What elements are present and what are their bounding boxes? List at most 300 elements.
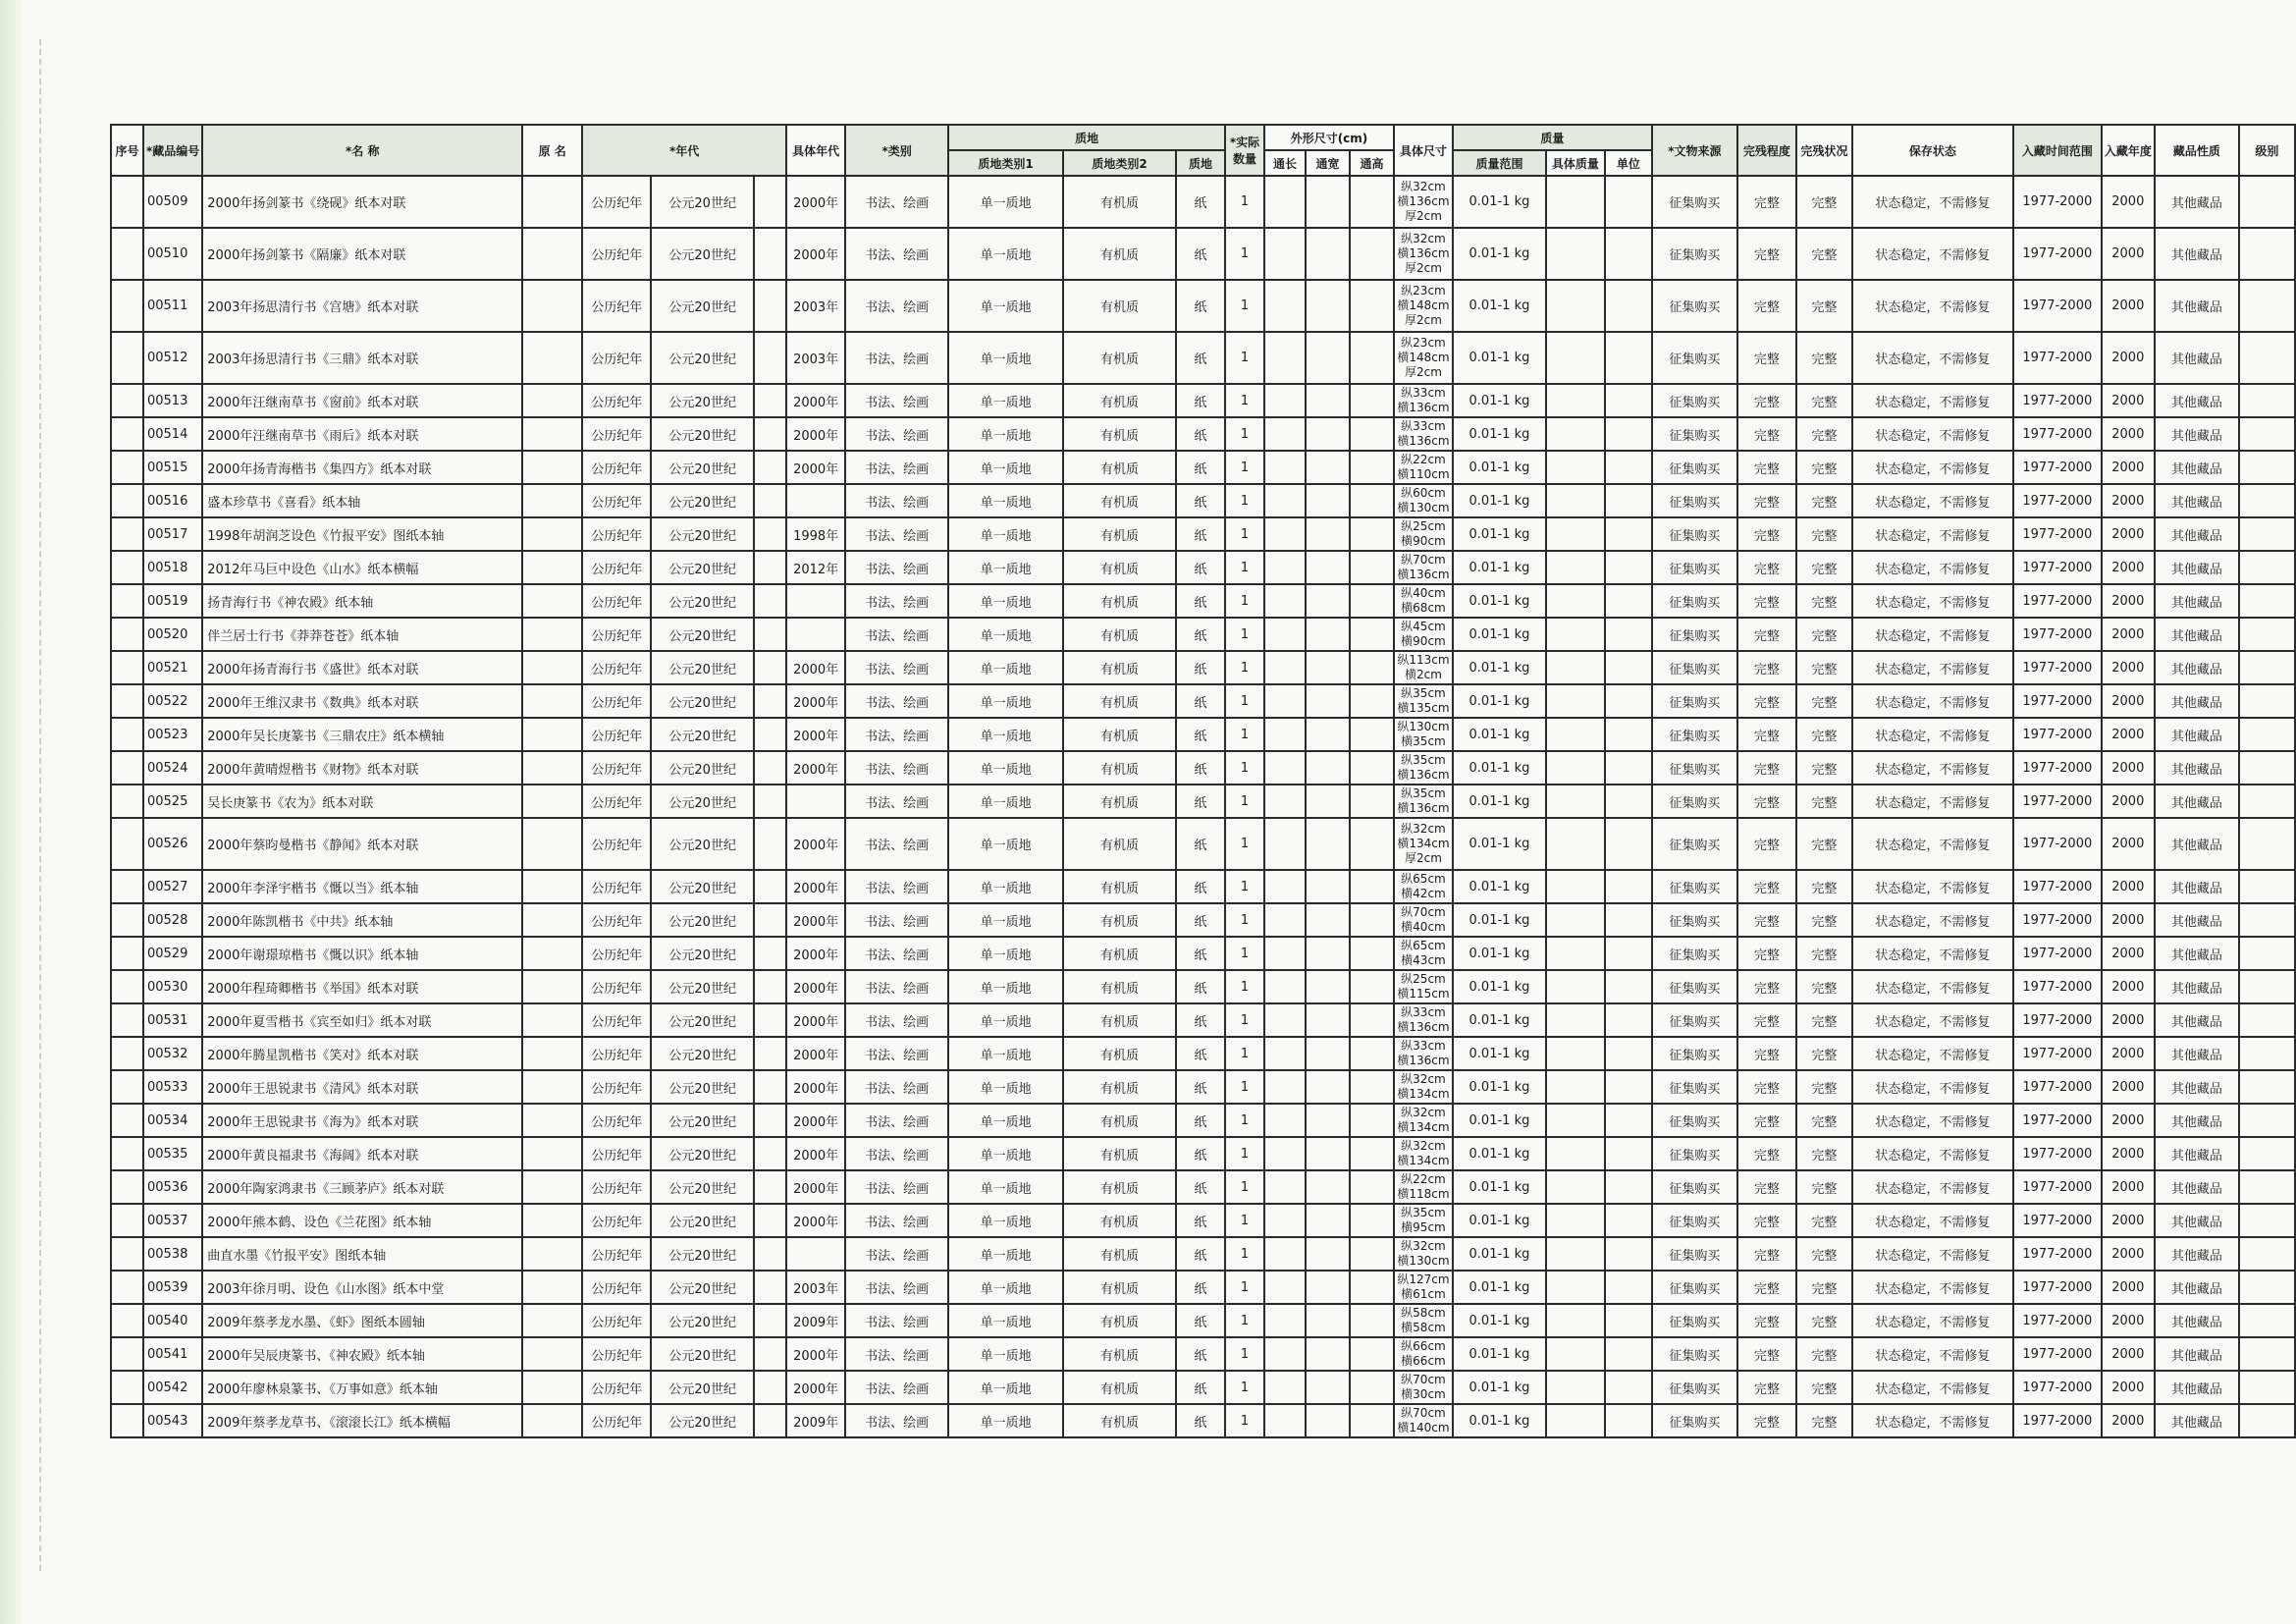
cell-seq — [111, 1070, 143, 1104]
cell-year: 2009年 — [786, 1404, 845, 1437]
cell-unit — [1605, 1237, 1652, 1271]
cell-condition: 完整 — [1796, 280, 1852, 332]
cell-level — [2239, 332, 2295, 384]
cell-mat: 纸 — [1176, 1337, 1225, 1371]
cell-era2: 公元20世纪 — [651, 332, 754, 384]
cell-preservation: 状态稳定，不需修复 — [1852, 1404, 2013, 1437]
cell-mat1: 单一质地 — [948, 551, 1063, 584]
cell-seq — [111, 1337, 143, 1371]
cell-width — [1306, 384, 1350, 417]
cell-mat1: 单一质地 — [948, 937, 1063, 970]
cell-in-range: 1977-2000 — [2013, 1104, 2102, 1137]
cell-mat1: 单一质地 — [948, 451, 1063, 484]
cell-preservation: 状态稳定，不需修复 — [1852, 332, 2013, 384]
table-row — [111, 517, 2295, 551]
cell-level — [2239, 417, 2295, 451]
cell-height — [1350, 551, 1394, 584]
cell-level — [2239, 1204, 2295, 1237]
cell-mass-exact — [1546, 751, 1605, 785]
cell-mat: 纸 — [1176, 517, 1225, 551]
cell-era3 — [754, 417, 786, 451]
table-row — [111, 1104, 2295, 1137]
cell-in-year: 2000 — [2102, 1137, 2155, 1170]
cell-mass-range: 0.01-1 kg — [1453, 818, 1546, 870]
cell-mass-range: 0.01-1 kg — [1453, 1204, 1546, 1237]
cell-orig-name — [522, 332, 582, 384]
table-row — [111, 651, 2295, 684]
cell-nature: 其他藏品 — [2155, 1237, 2239, 1271]
header-length: 通长 — [1264, 150, 1306, 176]
cell-era1: 公历纪年 — [582, 937, 651, 970]
cell-height — [1350, 937, 1394, 970]
cell-orig-name — [522, 1304, 582, 1337]
cell-height — [1350, 818, 1394, 870]
cell-condition: 完整 — [1796, 1404, 1852, 1437]
cell-length — [1264, 651, 1306, 684]
cell-source: 征集购买 — [1652, 1404, 1737, 1437]
cell-qty: 1 — [1225, 818, 1264, 870]
cell-length — [1264, 1371, 1306, 1404]
cell-source: 征集购买 — [1652, 176, 1737, 228]
cell-qty: 1 — [1225, 484, 1264, 517]
cell-preservation: 状态稳定，不需修复 — [1852, 451, 2013, 484]
cell-preservation: 状态稳定，不需修复 — [1852, 417, 2013, 451]
cell-completeness: 完整 — [1737, 1037, 1796, 1070]
cell-mat2: 有机质 — [1063, 1204, 1176, 1237]
cell-id: 00520 — [143, 618, 202, 651]
table-row — [111, 903, 2295, 937]
cell-completeness: 完整 — [1737, 484, 1796, 517]
cell-category: 书法、绘画 — [845, 903, 948, 937]
cell-era1: 公历纪年 — [582, 176, 651, 228]
cell-in-range: 1977-2000 — [2013, 751, 2102, 785]
cell-preservation: 状态稳定，不需修复 — [1852, 1304, 2013, 1337]
cell-year: 2000年 — [786, 1003, 845, 1037]
cell-year: 1998年 — [786, 517, 845, 551]
cell-height — [1350, 970, 1394, 1003]
cell-width — [1306, 684, 1350, 718]
cell-year: 2000年 — [786, 1371, 845, 1404]
cell-mass-range: 0.01-1 kg — [1453, 332, 1546, 384]
cell-height — [1350, 1104, 1394, 1137]
cell-mass-range: 0.01-1 kg — [1453, 1137, 1546, 1170]
cell-name: 2000年王维汉隶书《数典》纸本对联 — [202, 684, 522, 718]
cell-nature: 其他藏品 — [2155, 332, 2239, 384]
cell-orig-name — [522, 1337, 582, 1371]
cell-width — [1306, 1371, 1350, 1404]
cell-mat1: 单一质地 — [948, 1137, 1063, 1170]
cell-seq — [111, 1003, 143, 1037]
cell-orig-name — [522, 903, 582, 937]
cell-in-range: 1977-2000 — [2013, 332, 2102, 384]
cell-in-range: 1977-2000 — [2013, 1371, 2102, 1404]
cell-nature: 其他藏品 — [2155, 785, 2239, 818]
cell-era3 — [754, 718, 786, 751]
cell-preservation: 状态稳定，不需修复 — [1852, 1037, 2013, 1070]
cell-year: 2000年 — [786, 1204, 845, 1237]
table-row — [111, 751, 2295, 785]
cell-completeness: 完整 — [1737, 584, 1796, 618]
cell-era1: 公历纪年 — [582, 651, 651, 684]
cell-category: 书法、绘画 — [845, 484, 948, 517]
cell-nature: 其他藏品 — [2155, 417, 2239, 451]
cell-size: 纵70cm 横30cm — [1394, 1371, 1453, 1404]
cell-mat2: 有机质 — [1063, 484, 1176, 517]
cell-size: 纵32cm 横136cm 厚2cm — [1394, 228, 1453, 280]
cell-level — [2239, 484, 2295, 517]
cell-orig-name — [522, 228, 582, 280]
cell-size: 纵45cm 横90cm — [1394, 618, 1453, 651]
cell-qty: 1 — [1225, 1271, 1264, 1304]
cell-qty: 1 — [1225, 1204, 1264, 1237]
cell-orig-name — [522, 751, 582, 785]
cell-preservation: 状态稳定，不需修复 — [1852, 1003, 2013, 1037]
cell-mat1: 单一质地 — [948, 584, 1063, 618]
cell-length — [1264, 417, 1306, 451]
cell-nature: 其他藏品 — [2155, 618, 2239, 651]
cell-in-year: 2000 — [2102, 903, 2155, 937]
cell-era2: 公元20世纪 — [651, 417, 754, 451]
cell-name: 2000年熊本鹤、设色《兰花图》纸本轴 — [202, 1204, 522, 1237]
cell-width — [1306, 937, 1350, 970]
cell-era1: 公历纪年 — [582, 332, 651, 384]
cell-name: 2000年夏雪楷书《宾至如归》纸本对联 — [202, 1003, 522, 1037]
cell-mass-range: 0.01-1 kg — [1453, 1003, 1546, 1037]
cell-seq — [111, 684, 143, 718]
cell-mass-exact — [1546, 903, 1605, 937]
table-row — [111, 451, 2295, 484]
cell-length — [1264, 1204, 1306, 1237]
table-row — [111, 332, 2295, 384]
cell-era2: 公元20世纪 — [651, 228, 754, 280]
cell-mat2: 有机质 — [1063, 1104, 1176, 1137]
cell-in-year: 2000 — [2102, 1337, 2155, 1371]
cell-unit — [1605, 1137, 1652, 1170]
cell-name: 盛本珍草书《喜看》纸本轴 — [202, 484, 522, 517]
cell-year: 2000年 — [786, 751, 845, 785]
cell-era1: 公历纪年 — [582, 484, 651, 517]
cell-completeness: 完整 — [1737, 176, 1796, 228]
cell-width — [1306, 176, 1350, 228]
cell-name: 2009年蔡孝龙水墨、《虾》图纸本圆轴 — [202, 1304, 522, 1337]
cell-mat2: 有机质 — [1063, 176, 1176, 228]
cell-mass-exact — [1546, 718, 1605, 751]
cell-level — [2239, 618, 2295, 651]
cell-length — [1264, 551, 1306, 584]
cell-name: 2000年扬青海楷书《集四方》纸本对联 — [202, 451, 522, 484]
table-row — [111, 1137, 2295, 1170]
cell-era2: 公元20世纪 — [651, 1404, 754, 1437]
cell-in-range: 1977-2000 — [2013, 1404, 2102, 1437]
cell-in-range: 1977-2000 — [2013, 451, 2102, 484]
cell-era2: 公元20世纪 — [651, 1371, 754, 1404]
cell-height — [1350, 1371, 1394, 1404]
cell-orig-name — [522, 417, 582, 451]
cell-year — [786, 785, 845, 818]
cell-mat: 纸 — [1176, 751, 1225, 785]
cell-year: 2000年 — [786, 228, 845, 280]
cell-mass-exact — [1546, 451, 1605, 484]
cell-mat: 纸 — [1176, 1037, 1225, 1070]
table-row — [111, 718, 2295, 751]
cell-level — [2239, 280, 2295, 332]
cell-era3 — [754, 1237, 786, 1271]
cell-era2: 公元20世纪 — [651, 1070, 754, 1104]
cell-qty: 1 — [1225, 384, 1264, 417]
cell-unit — [1605, 551, 1652, 584]
cell-height — [1350, 384, 1394, 417]
table-row — [111, 176, 2295, 228]
cell-mat1: 单一质地 — [948, 970, 1063, 1003]
cell-unit — [1605, 684, 1652, 718]
cell-category: 书法、绘画 — [845, 228, 948, 280]
cell-year: 2000年 — [786, 870, 845, 903]
header-name: *名 称 — [202, 125, 522, 176]
cell-id: 00514 — [143, 417, 202, 451]
cell-qty: 1 — [1225, 903, 1264, 937]
cell-year: 2009年 — [786, 1304, 845, 1337]
cell-in-year: 2000 — [2102, 1404, 2155, 1437]
cell-height — [1350, 684, 1394, 718]
cell-qty: 1 — [1225, 517, 1264, 551]
cell-orig-name — [522, 1204, 582, 1237]
cell-category: 书法、绘画 — [845, 1037, 948, 1070]
cell-qty: 1 — [1225, 451, 1264, 484]
cell-size: 纵33cm 横136cm — [1394, 1037, 1453, 1070]
cell-unit — [1605, 1337, 1652, 1371]
cell-length — [1264, 1137, 1306, 1170]
cell-in-year: 2000 — [2102, 818, 2155, 870]
cell-name: 伴兰居士行书《莽莽苍苍》纸本轴 — [202, 618, 522, 651]
cell-nature: 其他藏品 — [2155, 718, 2239, 751]
cell-height — [1350, 1271, 1394, 1304]
cell-era1: 公历纪年 — [582, 584, 651, 618]
cell-mat1: 单一质地 — [948, 228, 1063, 280]
cell-width — [1306, 1237, 1350, 1271]
table-row — [111, 937, 2295, 970]
cell-orig-name — [522, 280, 582, 332]
cell-orig-name — [522, 1170, 582, 1204]
cell-in-range: 1977-2000 — [2013, 551, 2102, 584]
cell-category: 书法、绘画 — [845, 384, 948, 417]
cell-preservation: 状态稳定，不需修复 — [1852, 551, 2013, 584]
cell-mass-range: 0.01-1 kg — [1453, 970, 1546, 1003]
table-row — [111, 417, 2295, 451]
cell-category: 书法、绘画 — [845, 870, 948, 903]
cell-seq — [111, 584, 143, 618]
cell-size: 纵32cm 横134cm — [1394, 1070, 1453, 1104]
cell-seq — [111, 818, 143, 870]
cell-source: 征集购买 — [1652, 1371, 1737, 1404]
cell-qty: 1 — [1225, 718, 1264, 751]
cell-mass-range: 0.01-1 kg — [1453, 176, 1546, 228]
cell-orig-name — [522, 937, 582, 970]
cell-nature: 其他藏品 — [2155, 818, 2239, 870]
cell-preservation: 状态稳定，不需修复 — [1852, 903, 2013, 937]
table-row — [111, 228, 2295, 280]
cell-unit — [1605, 818, 1652, 870]
cell-completeness: 完整 — [1737, 551, 1796, 584]
cell-nature: 其他藏品 — [2155, 1371, 2239, 1404]
cell-year: 2003年 — [786, 332, 845, 384]
cell-qty: 1 — [1225, 417, 1264, 451]
cell-height — [1350, 651, 1394, 684]
cell-length — [1264, 751, 1306, 785]
cell-era3 — [754, 970, 786, 1003]
cell-completeness: 完整 — [1737, 451, 1796, 484]
cell-size: 纵130cm 横35cm — [1394, 718, 1453, 751]
cell-height — [1350, 451, 1394, 484]
header-era: *年代 — [582, 125, 786, 176]
cell-source: 征集购买 — [1652, 1170, 1737, 1204]
cell-length — [1264, 1237, 1306, 1271]
cell-in-year: 2000 — [2102, 718, 2155, 751]
cell-mass-range: 0.01-1 kg — [1453, 551, 1546, 584]
cell-seq — [111, 1371, 143, 1404]
cell-mat1: 单一质地 — [948, 684, 1063, 718]
scan-fold-line — [39, 39, 43, 1571]
cell-era3 — [754, 1070, 786, 1104]
cell-era3 — [754, 937, 786, 970]
cell-era3 — [754, 1337, 786, 1371]
cell-in-year: 2000 — [2102, 280, 2155, 332]
cell-era3 — [754, 228, 786, 280]
cell-level — [2239, 651, 2295, 684]
cell-size: 纵22cm 横118cm — [1394, 1170, 1453, 1204]
cell-in-year: 2000 — [2102, 1371, 2155, 1404]
cell-condition: 完整 — [1796, 1337, 1852, 1371]
cell-mat2: 有机质 — [1063, 1371, 1176, 1404]
cell-preservation: 状态稳定，不需修复 — [1852, 1070, 2013, 1104]
cell-length — [1264, 1170, 1306, 1204]
cell-category: 书法、绘画 — [845, 1003, 948, 1037]
cell-mat2: 有机质 — [1063, 1271, 1176, 1304]
cell-width — [1306, 551, 1350, 584]
cell-unit — [1605, 970, 1652, 1003]
table-row — [111, 1037, 2295, 1070]
cell-mass-exact — [1546, 870, 1605, 903]
cell-height — [1350, 1170, 1394, 1204]
cell-source: 征集购买 — [1652, 970, 1737, 1003]
cell-nature: 其他藏品 — [2155, 280, 2239, 332]
cell-size: 纵23cm 横148cm 厚2cm — [1394, 280, 1453, 332]
cell-mat: 纸 — [1176, 785, 1225, 818]
cell-seq — [111, 417, 143, 451]
cell-id: 00526 — [143, 818, 202, 870]
header-seq: 序号 — [111, 125, 143, 176]
cell-seq — [111, 1237, 143, 1271]
cell-preservation: 状态稳定，不需修复 — [1852, 1371, 2013, 1404]
cell-condition: 完整 — [1796, 903, 1852, 937]
cell-in-year: 2000 — [2102, 785, 2155, 818]
scan-edge — [0, 0, 22, 1624]
cell-mass-exact — [1546, 1137, 1605, 1170]
cell-source: 征集购买 — [1652, 384, 1737, 417]
cell-unit — [1605, 228, 1652, 280]
cell-nature: 其他藏品 — [2155, 1271, 2239, 1304]
cell-unit — [1605, 280, 1652, 332]
cell-era2: 公元20世纪 — [651, 970, 754, 1003]
cell-in-range: 1977-2000 — [2013, 903, 2102, 937]
cell-orig-name — [522, 870, 582, 903]
cell-width — [1306, 1137, 1350, 1170]
cell-length — [1264, 870, 1306, 903]
cell-name: 2000年腾星凯楷书《笑对》纸本对联 — [202, 1037, 522, 1070]
cell-width — [1306, 903, 1350, 937]
cell-year: 2000年 — [786, 651, 845, 684]
cell-width — [1306, 1404, 1350, 1437]
cell-condition: 完整 — [1796, 1070, 1852, 1104]
cell-name: 2000年王思锐隶书《海为》纸本对联 — [202, 1104, 522, 1137]
cell-era3 — [754, 751, 786, 785]
header-completeness: 完残程度 — [1737, 125, 1796, 176]
cell-completeness: 完整 — [1737, 1137, 1796, 1170]
cell-orig-name — [522, 684, 582, 718]
cell-condition: 完整 — [1796, 517, 1852, 551]
cell-mat: 纸 — [1176, 1137, 1225, 1170]
cell-mat1: 单一质地 — [948, 517, 1063, 551]
cell-level — [2239, 584, 2295, 618]
cell-mat: 纸 — [1176, 1304, 1225, 1337]
cell-size: 纵33cm 横136cm — [1394, 384, 1453, 417]
header-material-group: 质地 — [948, 125, 1225, 150]
cell-nature: 其他藏品 — [2155, 1003, 2239, 1037]
cell-preservation: 状态稳定，不需修复 — [1852, 718, 2013, 751]
cell-name: 2009年蔡孝龙草书、《滚滚长江》纸本横幅 — [202, 1404, 522, 1437]
cell-era2: 公元20世纪 — [651, 484, 754, 517]
cell-era2: 公元20世纪 — [651, 1037, 754, 1070]
cell-size: 纵33cm 横136cm — [1394, 417, 1453, 451]
cell-length — [1264, 937, 1306, 970]
cell-length — [1264, 484, 1306, 517]
cell-era1: 公历纪年 — [582, 1037, 651, 1070]
cell-era2: 公元20世纪 — [651, 451, 754, 484]
cell-preservation: 状态稳定，不需修复 — [1852, 1204, 2013, 1237]
cell-in-year: 2000 — [2102, 618, 2155, 651]
cell-condition: 完整 — [1796, 1271, 1852, 1304]
cell-in-range: 1977-2000 — [2013, 1304, 2102, 1337]
cell-name: 2012年马巨中设色《山水》纸本横幅 — [202, 551, 522, 584]
cell-source: 征集购买 — [1652, 1137, 1737, 1170]
cell-mat1: 单一质地 — [948, 1371, 1063, 1404]
cell-era3 — [754, 384, 786, 417]
header-mat: 质地 — [1176, 150, 1225, 176]
cell-width — [1306, 1003, 1350, 1037]
cell-size: 纵60cm 横130cm — [1394, 484, 1453, 517]
cell-length — [1264, 1304, 1306, 1337]
cell-orig-name — [522, 818, 582, 870]
cell-era2: 公元20世纪 — [651, 903, 754, 937]
cell-name: 2000年黄晴煜楷书《财物》纸本对联 — [202, 751, 522, 785]
cell-source: 征集购买 — [1652, 1104, 1737, 1137]
cell-in-year: 2000 — [2102, 1070, 2155, 1104]
cell-preservation: 状态稳定，不需修复 — [1852, 937, 2013, 970]
cell-category: 书法、绘画 — [845, 517, 948, 551]
cell-mass-range: 0.01-1 kg — [1453, 903, 1546, 937]
cell-width — [1306, 417, 1350, 451]
cell-in-range: 1977-2000 — [2013, 1337, 2102, 1371]
cell-seq — [111, 1037, 143, 1070]
cell-category: 书法、绘画 — [845, 651, 948, 684]
cell-in-year: 2000 — [2102, 970, 2155, 1003]
cell-in-range: 1977-2000 — [2013, 684, 2102, 718]
cell-in-year: 2000 — [2102, 176, 2155, 228]
table-row — [111, 1271, 2295, 1304]
cell-seq — [111, 1271, 143, 1304]
cell-category: 书法、绘画 — [845, 1404, 948, 1437]
cell-unit — [1605, 1204, 1652, 1237]
cell-preservation: 状态稳定，不需修复 — [1852, 1137, 2013, 1170]
